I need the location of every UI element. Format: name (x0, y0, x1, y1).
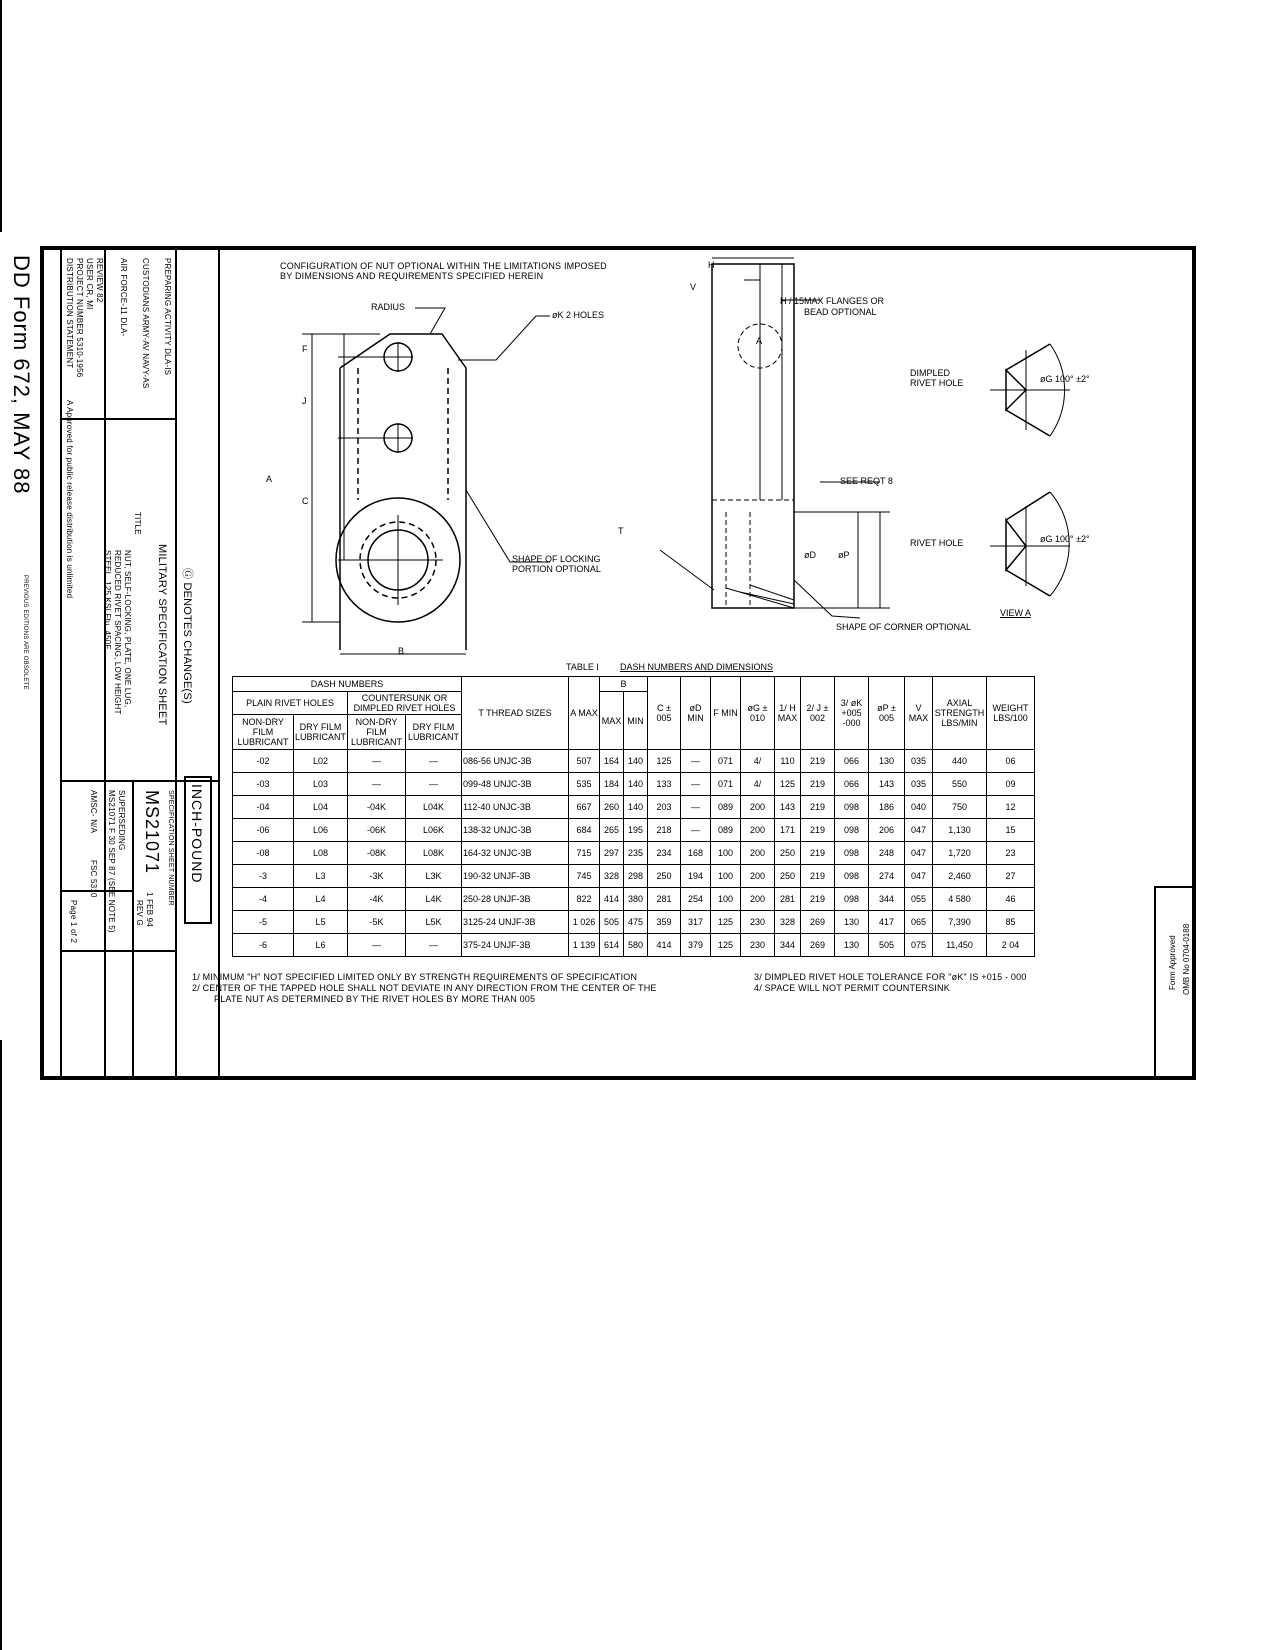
config-note-line2: BY DIMENSIONS AND REQUIREMENTS SPECIFIED HEREIN (280, 271, 544, 281)
table-row (233, 911, 1035, 934)
table-row (233, 865, 1035, 888)
table-cell: 1 026 (569, 911, 600, 934)
denotes-change: Ⓖ DENOTES CHANGE(S) (181, 568, 193, 704)
th-d: øD MIN (681, 677, 711, 750)
table-cell: 130 (835, 934, 869, 957)
table-cell: 250-28 UNJF-3B (462, 888, 569, 911)
table-cell: 297 (600, 842, 624, 865)
th-a: A MAX (569, 677, 600, 750)
table-cell: 125 (648, 750, 681, 773)
table-cell: 089 (711, 819, 741, 842)
title-block-h1 (60, 418, 175, 420)
table-cell: 047 (905, 842, 933, 865)
table-cell: 100 (711, 865, 741, 888)
table-cell: 200 (741, 888, 775, 911)
max-flanges-line2: BEAD OPTIONAL (804, 307, 877, 317)
table-cell: 164-32 UNJC-3B (462, 842, 569, 865)
th-countersunk: COUNTERSUNK OR DIMPLED RIVET HOLES (348, 692, 462, 715)
title-block-divider-1 (60, 250, 62, 1076)
dim-a-side: A (756, 336, 763, 346)
table-cell: 414 (648, 934, 681, 957)
table-cell: — (348, 750, 406, 773)
plate-nut-outline (340, 334, 466, 650)
table-cell: 140 (624, 773, 648, 796)
th-plain: PLAIN RIVET HOLES (233, 692, 348, 715)
table-cell: L08 (294, 842, 348, 865)
config-note-line1: CONFIGURATION OF NUT OPTIONAL WITHIN THE LIMITATIONS IMPOSED (280, 261, 607, 271)
title-line-1: NUT, SELF-LOCKING, PLATE, ONE LUG, (123, 550, 132, 708)
title-line-2: REDUCED RIVET SPACING, LOW HEIGHT (113, 550, 122, 715)
table-cell: 281 (775, 888, 801, 911)
dash-numbers-table (232, 676, 1035, 957)
table-caption: DASH NUMBERS AND DIMENSIONS (620, 662, 774, 672)
table-cell: — (681, 773, 711, 796)
table-cell: 250 (648, 865, 681, 888)
table-cell: 317 (681, 911, 711, 934)
table-cell: 168 (681, 842, 711, 865)
th-nondry-1: NON-DRY FILM LUBRICANT (233, 715, 294, 750)
table-cell: 040 (905, 796, 933, 819)
table-cell: L04 (294, 796, 348, 819)
table-cell: 071 (711, 773, 741, 796)
table-row (233, 934, 1035, 957)
table-cell: 206 (869, 819, 905, 842)
table-cell: -5 (233, 911, 294, 934)
superseding-value: MS21071 F 30 SEP 87 (SEE NOTE 5) (107, 790, 116, 933)
shape-locking-line2: PORTION OPTIONAL (512, 564, 601, 574)
table-cell: 099-48 UNJC-3B (462, 773, 569, 796)
footnote-2a: 2/ CENTER OF THE TAPPED HOLE SHALL NOT DEVIATE IN ANY DIRECTION FROM THE CENTER OF THE (192, 983, 657, 993)
title-block-divider-2 (104, 250, 106, 1076)
table-cell: 254 (681, 888, 711, 911)
table-cell: -08 (233, 842, 294, 865)
th-f: F MIN (711, 677, 741, 750)
dim-f: F (302, 344, 308, 354)
table-cell: L5 (294, 911, 348, 934)
dim-h: H (708, 260, 715, 270)
table-cell: 035 (905, 773, 933, 796)
table-cell: — (681, 819, 711, 842)
th-nondry-2: NON-DRY FILM LUBRICANT (348, 715, 406, 750)
table-cell: 055 (905, 888, 933, 911)
table-cell: 27 (987, 865, 1035, 888)
table-row (233, 842, 1035, 865)
table-cell: — (406, 750, 462, 773)
table-cell: -06 (233, 819, 294, 842)
th-p: øP ± 005 (869, 677, 905, 750)
table-cell: -6 (233, 934, 294, 957)
table-cell: 195 (624, 819, 648, 842)
table-cell: 133 (648, 773, 681, 796)
table-cell: 379 (681, 934, 711, 957)
table-cell: 580 (624, 934, 648, 957)
table-cell: 260 (600, 796, 624, 819)
table-cell: 46 (987, 888, 1035, 911)
distribution-text: A Approved for public release distribution is unlimited (65, 400, 74, 599)
table-cell: 344 (869, 888, 905, 911)
table-cell: 234 (648, 842, 681, 865)
table-cell: 328 (775, 911, 801, 934)
table-cell: 047 (905, 819, 933, 842)
table-cell: 098 (835, 888, 869, 911)
table-cell: 745 (569, 865, 600, 888)
table-cell: 130 (835, 911, 869, 934)
footnote-3: 3/ DIMPLED RIVET HOLE TOLERANCE FOR "øK" IS +015 - 000 (754, 972, 1027, 982)
table-cell: L3 (294, 865, 348, 888)
table-cell: 269 (801, 911, 835, 934)
table-cell: 298 (624, 865, 648, 888)
amsc: AMSC- N/A (89, 790, 98, 834)
table-cell: 23 (987, 842, 1035, 865)
table-cell: 125 (711, 934, 741, 957)
table-cell: 380 (624, 888, 648, 911)
dim-p: øP (838, 550, 850, 560)
table-cell: 184 (600, 773, 624, 796)
preparing-activity: PREPARING ACTIVITY DLA-IS (163, 258, 172, 376)
table-cell: 269 (801, 934, 835, 957)
table-cell: -03 (233, 773, 294, 796)
table-cell: 186 (869, 796, 905, 819)
dd-form-name: DD Form 672, MAY 88 (9, 255, 34, 495)
table-cell: 218 (648, 819, 681, 842)
table-cell: -02 (233, 750, 294, 773)
table-cell: 359 (648, 911, 681, 934)
table-cell: 130 (869, 750, 905, 773)
table-cell: 1,130 (933, 819, 987, 842)
table-cell: 550 (933, 773, 987, 796)
th-b-min: MIN (624, 692, 648, 750)
table-cell: 098 (835, 865, 869, 888)
previous-editions-note: PREVIOUS EDITIONS ARE OBSOLETE (22, 575, 28, 690)
dimpled-line2: RIVET HOLE (910, 378, 964, 388)
table-cell: L5K (406, 911, 462, 934)
table-cell: 200 (741, 865, 775, 888)
table-cell: L6 (294, 934, 348, 957)
table-cell: 140 (624, 750, 648, 773)
table-cell: 375-24 UNJF-3B (462, 934, 569, 957)
dim-b: B (398, 646, 405, 656)
table-cell: 200 (741, 819, 775, 842)
rivet-hole-label: RIVET HOLE (910, 538, 964, 548)
table-cell: 507 (569, 750, 600, 773)
table-cell: 171 (775, 819, 801, 842)
table-cell: 4 580 (933, 888, 987, 911)
spec-number: MS21071 (142, 790, 162, 875)
table-cell: 219 (801, 796, 835, 819)
table-cell: 344 (775, 934, 801, 957)
table-caption-prefix: TABLE I (566, 662, 599, 672)
table-cell: 475 (624, 911, 648, 934)
inch-pound: INCH-POUND (189, 784, 205, 884)
table-cell: 250 (775, 842, 801, 865)
radius-label: RADIUS (371, 302, 406, 312)
table-cell: 098 (835, 796, 869, 819)
dim-j: J (302, 396, 307, 406)
table-cell: 684 (569, 819, 600, 842)
table-row (233, 888, 1035, 911)
table-cell: 086-56 UNJC-3B (462, 750, 569, 773)
table-cell: 822 (569, 888, 600, 911)
table-cell: L02 (294, 750, 348, 773)
rev: REV G (135, 900, 144, 926)
table-cell: 219 (801, 865, 835, 888)
table-cell: 089 (711, 796, 741, 819)
table-cell: 09 (987, 773, 1035, 796)
table-cell: L06 (294, 819, 348, 842)
table-cell: 414 (600, 888, 624, 911)
table-cell: 2,460 (933, 865, 987, 888)
table-cell: 066 (835, 773, 869, 796)
footnote-1: 1/ MINIMUM "H" NOT SPECIFIED LIMITED ONLY BY STRENGTH REQUIREMENTS OF SPECIFICATION (192, 972, 638, 982)
see-reqt-8: SEE REQT 8 (840, 476, 893, 486)
table-row (233, 773, 1035, 796)
form-approved-top (1154, 886, 1192, 888)
table-cell: 440 (933, 750, 987, 773)
table-cell: 194 (681, 865, 711, 888)
mil-spec-sheet: MILITARY SPECIFICATION SHEET (156, 544, 168, 726)
h-fraction: H / 15 (780, 296, 805, 306)
table-cell: 219 (801, 888, 835, 911)
table-cell: 098 (835, 842, 869, 865)
table-cell: 535 (569, 773, 600, 796)
table-cell: 098 (835, 819, 869, 842)
table-cell: 200 (741, 842, 775, 865)
review: REVIEW 82 (95, 258, 104, 303)
title-block-h3 (60, 950, 175, 952)
table-cell: -4K (348, 888, 406, 911)
table-cell: 667 (569, 796, 600, 819)
table-cell: -06K (348, 819, 406, 842)
rivet-hole-detail (1006, 492, 1050, 596)
table-cell: 2 04 (987, 934, 1035, 957)
table-cell: 200 (741, 796, 775, 819)
th-b-max: MAX (600, 692, 624, 750)
table-cell: — (348, 773, 406, 796)
table-cell: 274 (869, 865, 905, 888)
custodians: CUSTODIANS ARMY-AV NAVY-AS (141, 258, 150, 389)
edge-mark-top (0, 0, 2, 232)
table-cell: -04K (348, 796, 406, 819)
title-block-divider-5 (132, 780, 134, 1076)
th-b: B (600, 677, 648, 692)
table-cell: 1,720 (933, 842, 987, 865)
dim-c: C (302, 496, 309, 506)
dim-t: T (618, 526, 624, 536)
table-cell: 230 (741, 911, 775, 934)
table-cell: — (406, 934, 462, 957)
table-cell: 066 (835, 750, 869, 773)
dim-v: V (690, 282, 697, 292)
table-row (233, 819, 1035, 842)
title-line-3: STEEL, 125 KSI Ftu, 450F (103, 550, 112, 650)
table-cell: 1 139 (569, 934, 600, 957)
table-cell: 85 (987, 911, 1035, 934)
table-cell: 15 (987, 819, 1035, 842)
table-cell: -3K (348, 865, 406, 888)
table-cell: L4K (406, 888, 462, 911)
th-dry-2: DRY FILM LUBRICANT (406, 715, 462, 750)
table-cell: 138-32 UNJC-3B (462, 819, 569, 842)
dim-a: A (266, 474, 273, 484)
g-angle-dimpled: øG 100° ±2° (1040, 374, 1090, 384)
table-cell: 4/ (741, 750, 775, 773)
table-cell: 505 (600, 911, 624, 934)
user: USER CR, MI (85, 258, 94, 310)
th-weight: WEIGHT LBS/100 (987, 677, 1035, 750)
table-cell: 143 (869, 773, 905, 796)
table-cell: 219 (801, 842, 835, 865)
th-c: C ± 005 (648, 677, 681, 750)
table-cell: 219 (801, 819, 835, 842)
th-g: øG ± 010 (741, 677, 775, 750)
table-cell: 11,450 (933, 934, 987, 957)
table-cell: 328 (600, 865, 624, 888)
shape-corner: SHAPE OF CORNER OPTIONAL (836, 622, 972, 632)
table-cell: L3K (406, 865, 462, 888)
edge-mark-bottom (0, 1040, 2, 1650)
table-cell: 265 (600, 819, 624, 842)
table-cell: 110 (775, 750, 801, 773)
table-cell: 125 (775, 773, 801, 796)
table-cell: 140 (624, 796, 648, 819)
air-force: AIR FORCE-11 DLA- (119, 258, 128, 337)
table-row (233, 750, 1035, 773)
table-cell: 203 (648, 796, 681, 819)
footnote-4: 4/ SPACE WILL NOT PERMIT COUNTERSINK (754, 983, 950, 993)
view-a: VIEW A (1000, 608, 1032, 618)
superseding-label: SUPERSEDING (117, 790, 126, 851)
table-cell: L08K (406, 842, 462, 865)
th-axial: AXIAL STRENGTH LBS/MIN (933, 677, 987, 750)
table-cell: 075 (905, 934, 933, 957)
table-cell: — (681, 796, 711, 819)
table-cell: 035 (905, 750, 933, 773)
table-cell: 143 (775, 796, 801, 819)
table-cell: — (348, 934, 406, 957)
table-cell: 3125-24 UNJF-3B (462, 911, 569, 934)
table-cell: 4/ (741, 773, 775, 796)
table-cell: — (406, 773, 462, 796)
table-cell: L4 (294, 888, 348, 911)
table-cell: 100 (711, 888, 741, 911)
table-cell: 100 (711, 842, 741, 865)
title-block-divider-3 (175, 250, 177, 1076)
th-dry-1: DRY FILM LUBRICANT (294, 715, 348, 750)
table-cell: L06K (406, 819, 462, 842)
table-cell: 112-40 UNJC-3B (462, 796, 569, 819)
table-cell: 047 (905, 865, 933, 888)
fsc: FSC 5310 (89, 860, 98, 898)
title-label: TITLE (133, 512, 142, 535)
table-cell: — (681, 750, 711, 773)
footnote-2b: PLATE NUT AS DETERMINED BY THE RIVET HOLES BY MORE THAN 005 (214, 994, 536, 1004)
table-cell: 065 (905, 911, 933, 934)
form-approved-line1: Form Approved (1168, 935, 1177, 990)
table-cell: 7,390 (933, 911, 987, 934)
project-number: PROJECT NUMBER 5310-1956 (75, 258, 84, 378)
shape-locking-line1: SHAPE OF LOCKING (512, 554, 601, 564)
g-angle-rivet: øG 100° ±2° (1040, 534, 1090, 544)
th-dash-numbers: DASH NUMBERS (233, 677, 462, 692)
table-row (233, 796, 1035, 819)
table-cell: 250 (775, 865, 801, 888)
th-thread: T THREAD SIZES (462, 677, 569, 750)
table-cell: 071 (711, 750, 741, 773)
table-cell: -4 (233, 888, 294, 911)
technical-drawing (220, 250, 1150, 670)
table-cell: 614 (600, 934, 624, 957)
table-cell: 06 (987, 750, 1035, 773)
table-cell: -08K (348, 842, 406, 865)
th-j: 2/ J ± 002 (801, 677, 835, 750)
table-cell: -3 (233, 865, 294, 888)
th-k: 3/ øK +005 -000 (835, 677, 869, 750)
dash-numbers-table-body (233, 750, 1035, 957)
table-cell: 164 (600, 750, 624, 773)
table-cell: 219 (801, 773, 835, 796)
form-approved-line2: OMB No 0704-0188 (1182, 923, 1191, 995)
table-cell: 505 (869, 934, 905, 957)
th-h: 1/ H MAX (775, 677, 801, 750)
table-cell: 235 (624, 842, 648, 865)
table-cell: 417 (869, 911, 905, 934)
table-cell: 12 (987, 796, 1035, 819)
form-approved-divider (1154, 886, 1156, 1076)
spec-sheet-number-label: SPECIFICATION SHEET NUMBER (167, 790, 174, 906)
dim-d: øD (804, 550, 816, 560)
table-cell: 248 (869, 842, 905, 865)
table-cell: -5K (348, 911, 406, 934)
table-cell: 281 (648, 888, 681, 911)
th-v: V MAX (905, 677, 933, 750)
dimpled-line1: DIMPLED (910, 368, 951, 378)
k-holes-label: øK 2 HOLES (552, 310, 605, 320)
table-cell: L03 (294, 773, 348, 796)
date: 1 FEB 94 (145, 892, 154, 927)
distribution-statement-label: DISTRIBUTION STATEMENT (65, 258, 74, 369)
table-cell: 190-32 UNJF-3B (462, 865, 569, 888)
table-cell: 750 (933, 796, 987, 819)
table-cell: L04K (406, 796, 462, 819)
max-flanges-line1: MAX FLANGES OR (804, 296, 885, 306)
table-cell: 230 (741, 934, 775, 957)
table-cell: -04 (233, 796, 294, 819)
table-cell: 715 (569, 842, 600, 865)
page-number: Page 1 of 2 (69, 900, 78, 944)
table-cell: 219 (801, 750, 835, 773)
table-cell: 125 (711, 911, 741, 934)
